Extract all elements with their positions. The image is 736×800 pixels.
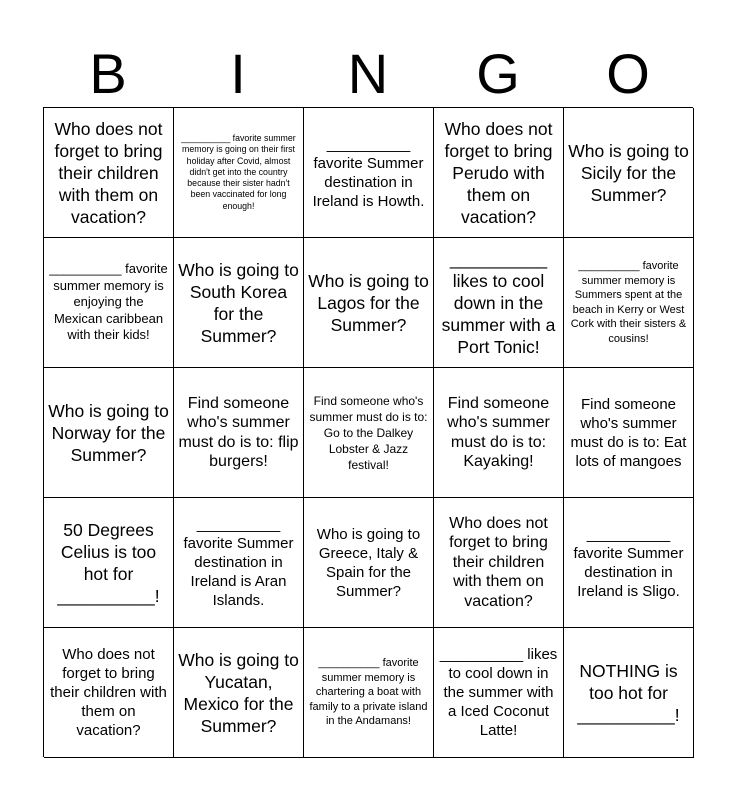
cell-text: Who does not forget to bring their children with them on vacation? <box>50 646 167 739</box>
cell-text: Who is going to Lagos for the Summer? <box>308 270 429 335</box>
cell-text: Who is going to South Korea for the Summer? <box>178 259 299 346</box>
header-letter-o: O <box>606 42 650 105</box>
cell-text: Who does not forget to bring their children with them on vacation? <box>449 514 548 610</box>
cell-text: Who is going to Greece, Italy & Spain for the Summer? <box>316 525 421 600</box>
bingo-cell[interactable] <box>564 108 694 238</box>
bingo-cell[interactable] <box>304 498 434 628</box>
cell-text: Find someone who's summer must do is to: flip burgers! <box>178 394 299 470</box>
bingo-cell[interactable] <box>304 108 434 238</box>
cell-text: __________ favorite summer memory is Summers spent at the beach in Kerry or West Cork with their sisters & cousins! <box>570 260 687 345</box>
cell-text: Find someone who's summer must do is to: Eat lots of mangoes <box>570 395 687 470</box>
bingo-cell[interactable] <box>304 238 434 368</box>
bingo-cell[interactable] <box>564 238 694 368</box>
bingo-cell[interactable] <box>174 108 304 238</box>
cell-text: Who is going to Sicily for the Summer? <box>568 140 689 205</box>
bingo-cell[interactable] <box>564 628 694 758</box>
bingo-cell[interactable] <box>44 368 174 498</box>
bingo-cell[interactable] <box>44 238 174 368</box>
cell-text: __________ favorite summer memory is chartering a boat with family to a private island in the Andamans! <box>309 657 428 728</box>
bingo-cell[interactable] <box>434 368 564 498</box>
cell-text: Who does not forget to bring Perudo with them on vacation? <box>444 118 553 227</box>
bingo-cell[interactable] <box>174 238 304 368</box>
header-letter-n: N <box>347 42 389 105</box>
cell-text: __________ likes to cool down in the summer with a Iced Coconut Latte! <box>439 646 558 739</box>
cell-text: Find someone who's summer must do is to: Kayaking! <box>447 394 550 470</box>
cell-text: Who is going to Yucatan, Mexico for the Summer? <box>178 649 299 736</box>
bingo-cell[interactable] <box>174 498 304 628</box>
bingo-cell[interactable] <box>44 108 174 238</box>
cell-text: Find someone who's summer must do is to: Go to the Dalkey Lobster & Jazz festival! <box>309 393 428 472</box>
cell-text: __________ likes to cool down in the summer with a Port Tonic! <box>441 248 556 357</box>
header-letter-b: B <box>89 42 127 105</box>
header-letter-i: I <box>230 42 246 105</box>
bingo-cell[interactable] <box>174 628 304 758</box>
cell-text: __________ favorite Summer destination in Ireland is Howth. <box>312 135 425 210</box>
bingo-cell[interactable] <box>44 498 174 628</box>
bingo-cell[interactable] <box>564 498 694 628</box>
bingo-header <box>43 40 693 108</box>
cell-text: __________ favorite summer memory is enjoying the Mexican caribbean with their kids! <box>49 261 168 343</box>
bingo-cell[interactable] <box>434 628 564 758</box>
cell-text: 50 Degrees Celius is too hot for __________! <box>57 519 160 606</box>
header-letter-g: G <box>476 42 520 105</box>
bingo-cell[interactable] <box>304 628 434 758</box>
bingo-cell[interactable] <box>434 108 564 238</box>
bingo-cell[interactable] <box>44 628 174 758</box>
cell-text: Who is going to Norway for the Summer? <box>48 400 169 465</box>
cell-text: __________ favorite Summer destination in Ireland is Aran Islands. <box>183 516 294 609</box>
bingo-cell[interactable] <box>434 498 564 628</box>
bingo-grid <box>43 107 693 757</box>
cell-text: Who does not forget to bring their children with them on vacation? <box>54 118 163 227</box>
cell-text: __________ favorite summer memory is going on their first holiday after Covid, almost didn't get into the country because their sister hadn't been vaccinated for long enough! <box>181 133 296 211</box>
cell-text: NOTHING is too hot for __________! <box>577 660 680 725</box>
bingo-cell[interactable] <box>564 368 694 498</box>
bingo-cell[interactable] <box>174 368 304 498</box>
cell-text: __________ favorite Summer destination in Ireland is Sligo. <box>573 525 684 600</box>
bingo-cell[interactable] <box>434 238 564 368</box>
bingo-cell[interactable] <box>304 368 434 498</box>
